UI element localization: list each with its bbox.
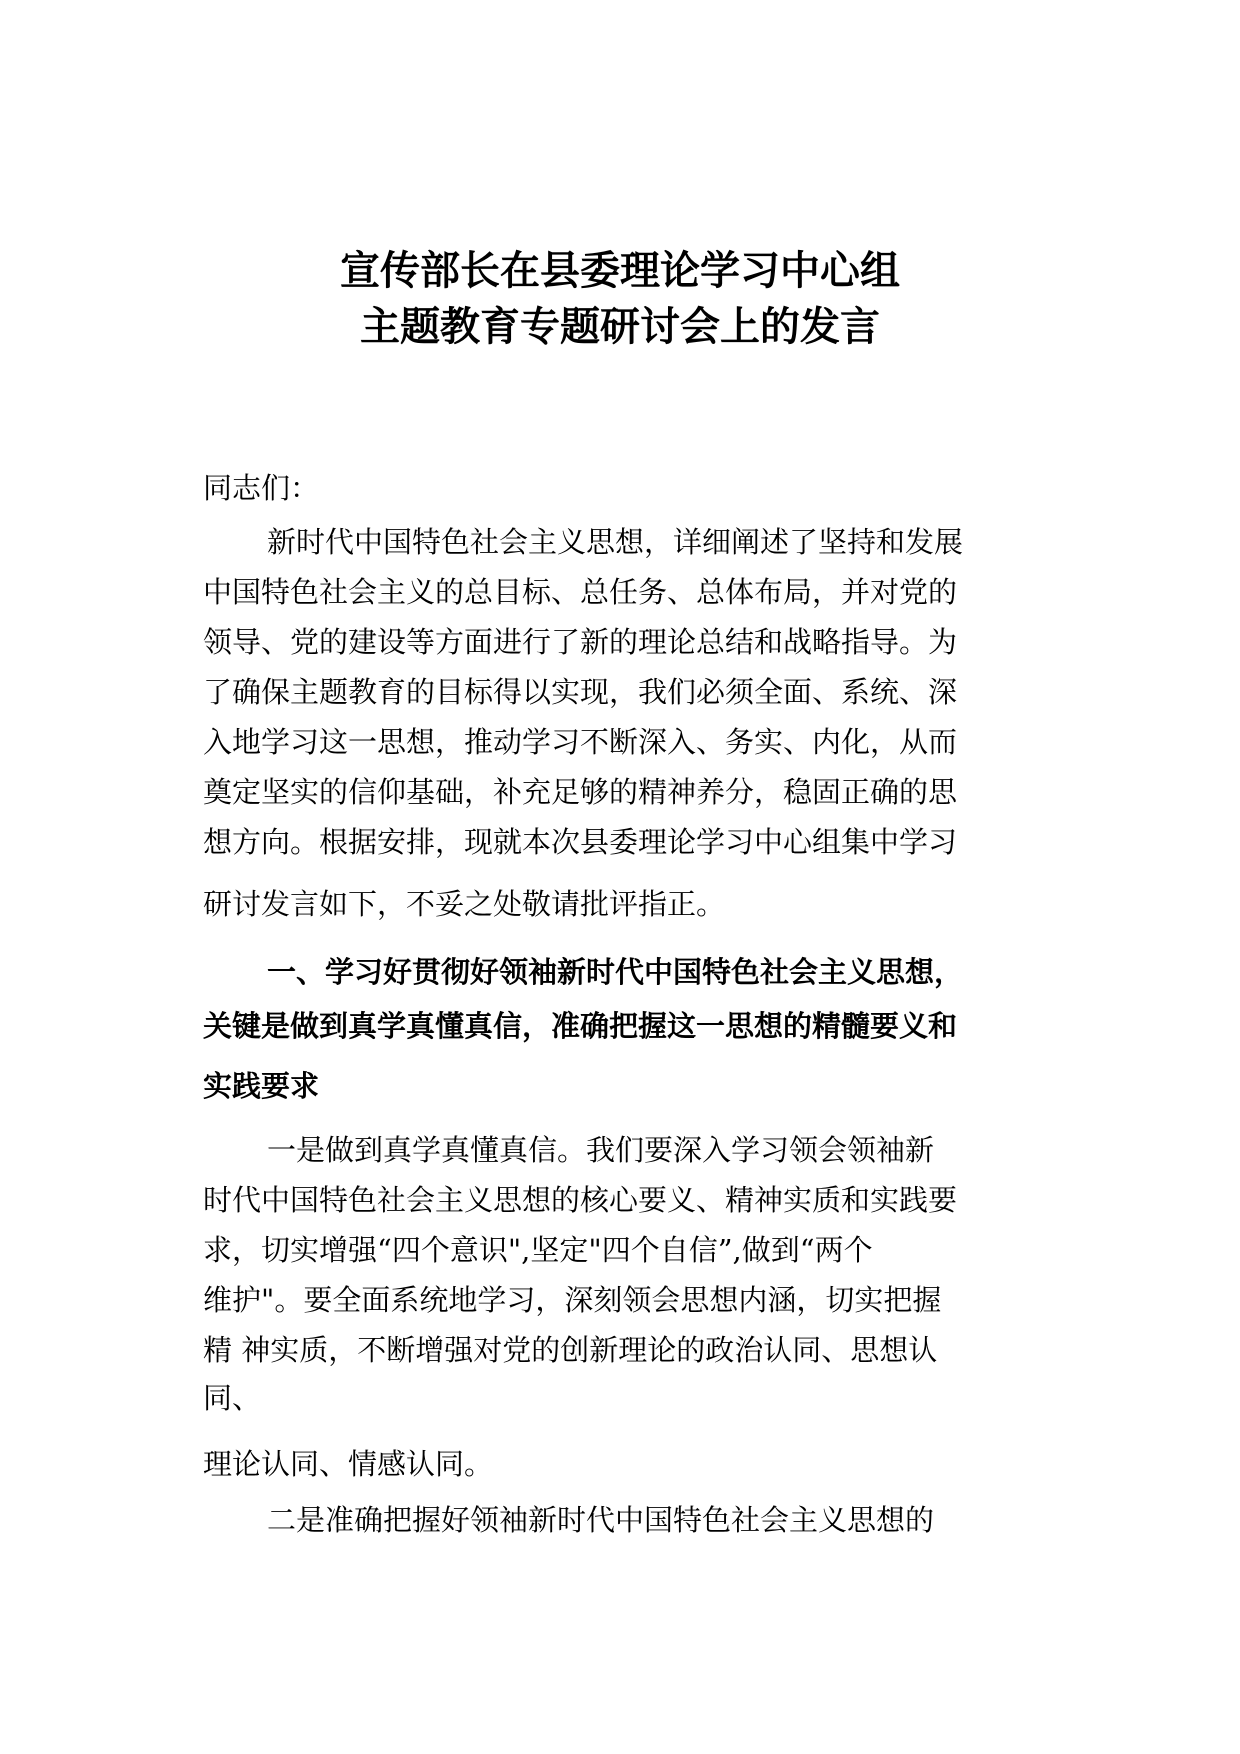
intro-line: 领导、党的建设等方面进行了新的理论总结和战略指导。为 [203,625,958,659]
section-heading-line: 实践要求 [203,1069,320,1103]
point-one-line: 维护"。要全面系统地学习，深刻领会思想内涵，切实把握 [203,1283,942,1317]
point-one-line: 精 神实质，不断增强对党的创新理论的政治认同、思想认 [203,1333,938,1367]
intro-line: 入地学习这一思想，推动学习不断深入、务实、内化，从而 [203,725,958,759]
intro-line: 想方向。根据安排，现就本次县委理论学习中心组集中学习 [203,825,958,859]
point-one-line: 一是做到真学真懂真信。我们要深入学习领会领袖新 [267,1133,935,1167]
intro-line: 奠定坚实的信仰基础，补充足够的精神养分，稳固正确的思 [203,775,958,809]
point-two-line: 二是准确把握好领袖新时代中国特色社会主义思想的 [267,1503,935,1537]
intro-line: 中国特色社会主义的总目标、总任务、总体布局，并对党的 [203,575,958,609]
intro-line: 新时代中国特色社会主义思想，详细阐述了坚持和发展 [267,525,964,559]
document-title-line-1: 宣传部长在县委理论学习中心组 [340,248,900,294]
point-one-line: 理论认同、情感认同。 [203,1447,494,1481]
section-heading-line: 关键是做到真学真懂真信，准确把握这一思想的精髓要义和 [203,1009,958,1043]
intro-line: 了确保主题教育的目标得以实现，我们必须全面、系统、深 [203,675,958,709]
point-one-line: 同、 [203,1381,262,1415]
intro-line: 研讨发言如下，不妥之处敬请批评指正。 [203,887,726,921]
section-heading-line: 一、学习好贯彻好领袖新时代中国特色社会主义思想， [267,955,964,989]
salutation: 同志们： [203,471,320,505]
point-one-line: 求，切实增强“四个意识",坚定"四个自信”,做到“两个 [203,1233,873,1267]
point-one-line: 时代中国特色社会主义思想的核心要义、精神实质和实践要 [203,1183,958,1217]
document-title-line-2: 主题教育专题研讨会上的发言 [360,304,880,350]
